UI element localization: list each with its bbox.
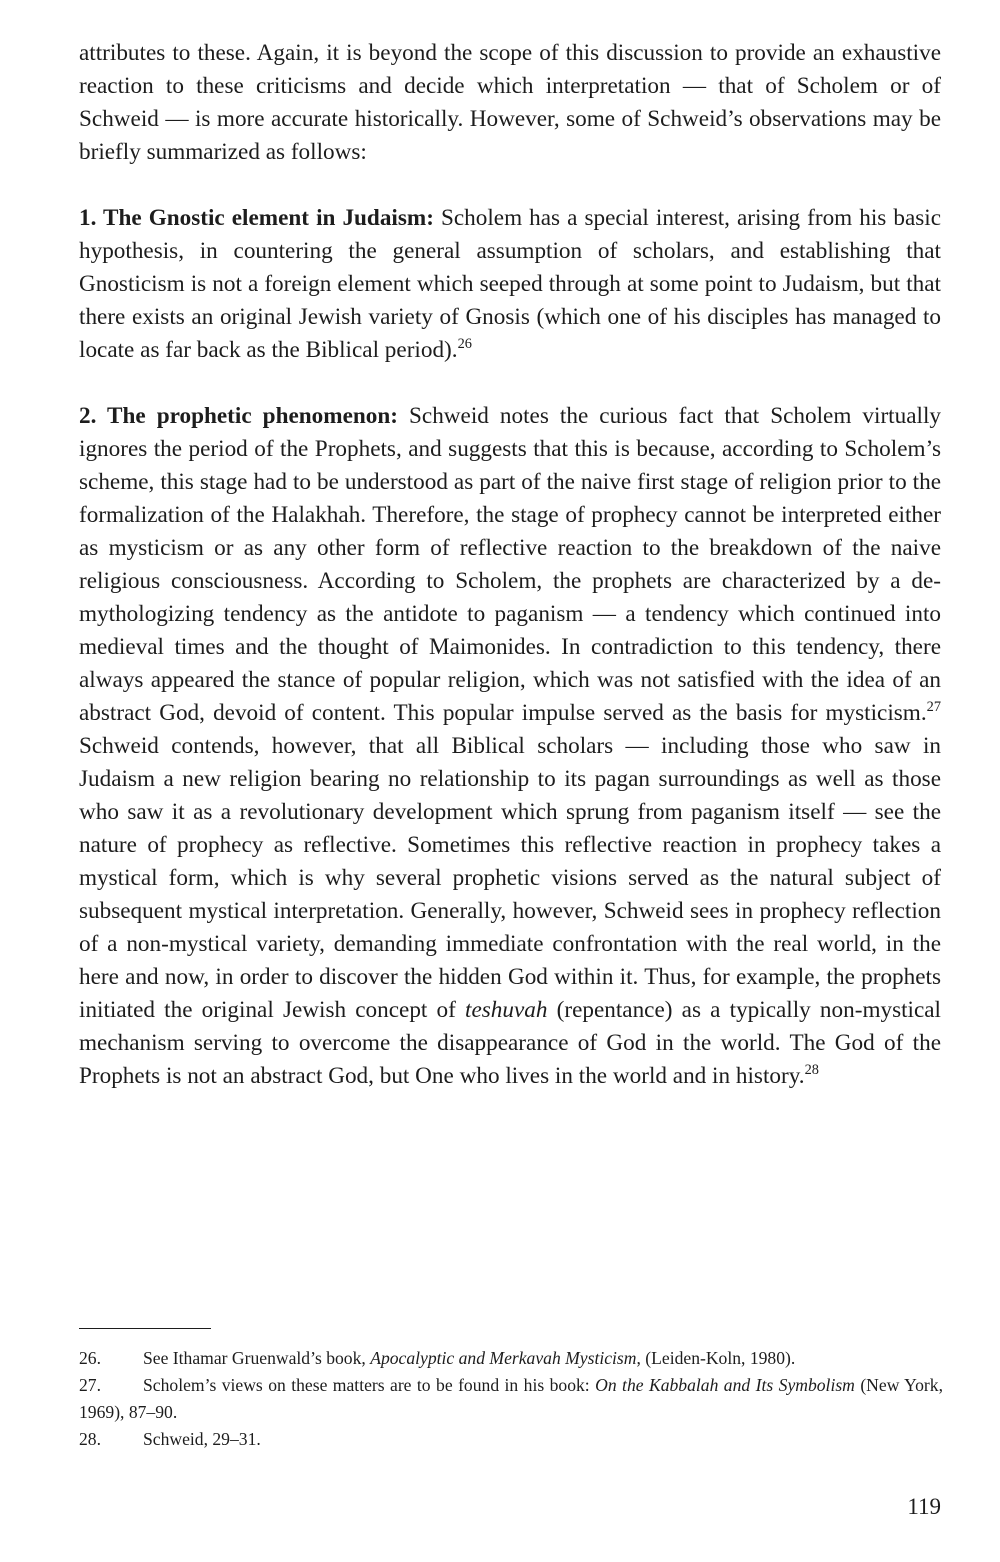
section-text: Schweid notes the curious fact that Scholem virtually ignores the period of the Prophets, and suggests that this is because, according to Scholem’s scheme, this stage had to be understood as part of the naive first stage of religion prior to the formalization of the Halakhah. Therefore, the stage of prophecy cannot be interpreted either as mysticism or as any other form of reflective reaction to the breakdown of the naive religious consciousness. According to Scholem, the prophets are characterized by a de-mythologizing tendency as the antidote to paganism — a tendency which continued into medieval times and the thought of Maimonides. In contradiction to this tendency, there always appeared the stance of popular religion, which was not satisfied with the idea of an abstract God, devoid of content. This popular impulse served as the basis for mysticism.: [79, 403, 941, 726]
section-text: Scholem has a special interest, arising from his basic hypothesis, in countering the general assumption of scholars, and establishing that Gnosticism is not a foreign element which seeped through at some point to Judaism, but that there exists an original Jewish variety of Gnosis (which one of his disciples has managed to locate as far back as the Biblical period).: [79, 205, 942, 363]
footnote-number: 28.: [79, 1429, 101, 1449]
section-text: Schweid contends, however, that all Biblical scholars — including those who saw in Judaism a new religion bearing no relationship to its pagan surroundings as well as those who saw it as a revolutionary development which sprung from paganism itself — see the nature of prophecy as reflective. Sometimes this reflective reaction in prophecy takes a mystical form, which is why several prophetic visions served as the natural subject of subsequent mystical interpretation. Generally, however, Schweid sees in prophecy reflection of a non-mystical variety, demanding immediate confrontation with the real world, in the here and now, in order to discover the hidden God within it. Thus, for example, the prophets initiated the original Jewish concept of: [79, 733, 941, 1023]
page-number: 119: [907, 1494, 941, 1519]
footnote-text: (New York, 1969), 87–90.: [79, 1375, 943, 1422]
italic-term: teshuvah: [465, 997, 548, 1023]
section-text: (repentance) as a typically non-mystical mechanism serving to overcome the disappearance of God in the world. The God of the Prophets is not an abstract God, but One who lives in the world and in history.: [79, 997, 942, 1089]
section-gnostic-element: [79, 202, 941, 367]
footnote-number: 26.: [79, 1348, 101, 1368]
footnote: [79, 1345, 943, 1372]
book-title: On the Kabbalah and Its Symbolism: [595, 1375, 855, 1395]
footnote: [79, 1426, 943, 1453]
footnote-ref[interactable]: 28: [804, 1062, 819, 1079]
footnote-text: See Ithamar Gruenwald’s book,: [143, 1348, 371, 1368]
book-title: Apocalyptic and Merkavah Mysticism: [370, 1348, 637, 1368]
section-heading: 2. The prophetic phenomenon:: [79, 403, 398, 429]
footnote-ref[interactable]: 26: [457, 336, 472, 353]
footnote-text: Scholem’s views on these matters are to be found in his book:: [143, 1375, 596, 1395]
section-prophetic-phenomenon: [79, 400, 941, 1093]
intro-paragraph: attributes to these. Again, it is beyond the scope of this discussion to provide an exhaustive reaction to these criticisms and decide which interpretation — that of Scholem or of Schweid — is more accurate historically. However, some of Schweid’s observations may be briefly summarized as follows:: [79, 40, 941, 165]
main-text: [79, 37, 941, 1093]
section-heading: 1. The Gnostic element in Judaism:: [79, 205, 434, 231]
footnote-divider: [79, 1328, 211, 1329]
footnotes: [79, 1345, 943, 1453]
footnote-text: , (Leiden-Koln, 1980).: [636, 1348, 796, 1368]
footnote-text: Schweid, 29–31.: [143, 1429, 261, 1449]
footnote-ref[interactable]: 27: [926, 699, 941, 716]
footnote: [79, 1372, 943, 1426]
footnote-number: 27.: [79, 1375, 101, 1395]
